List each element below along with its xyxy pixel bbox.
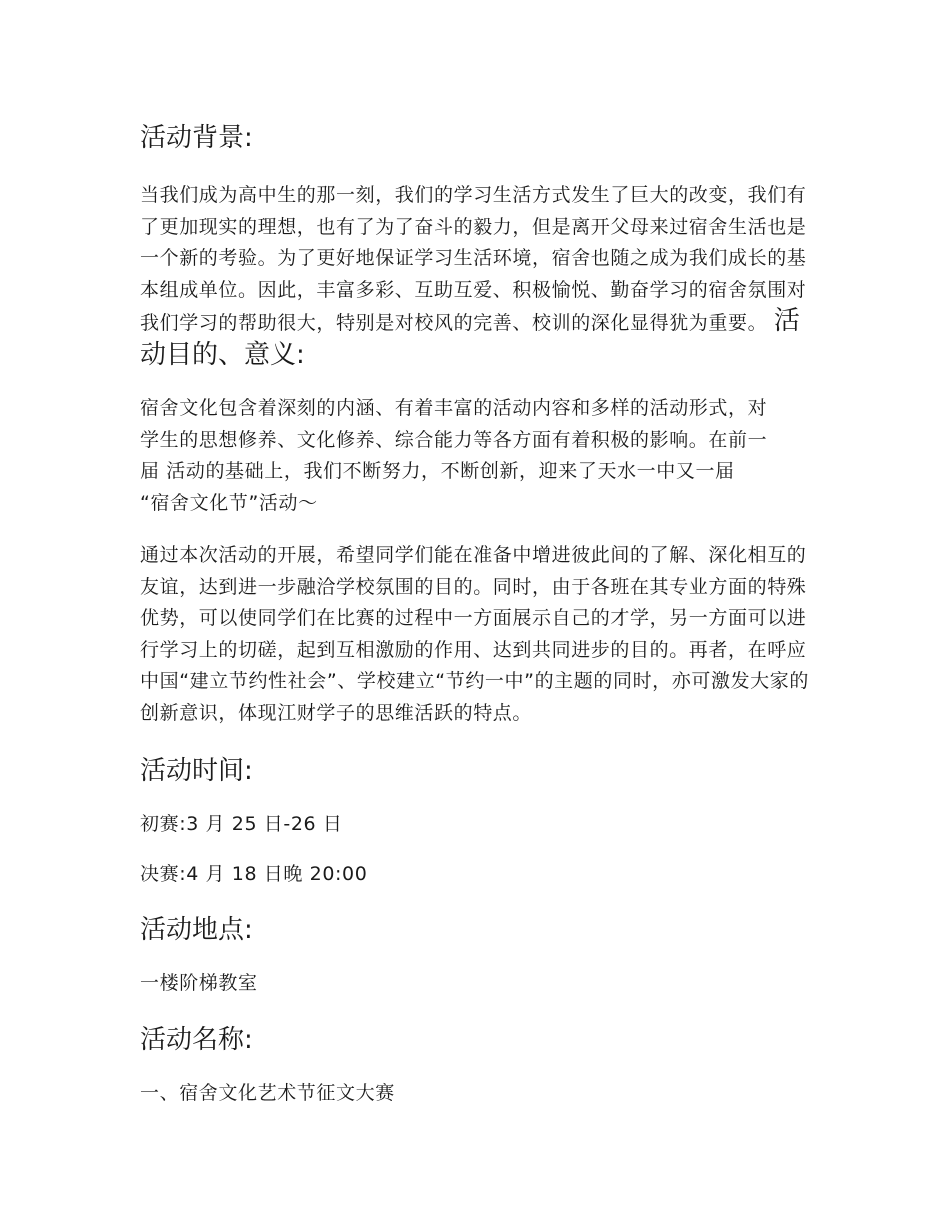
time-preliminary: 初赛:3 月 25 日-26 日	[140, 813, 343, 835]
purpose-line-2: 学生的思想修养、文化修养、综合能力等各方面有着积极的影响。在前一	[140, 428, 768, 451]
purpose-line-4: “宿舍文化节”活动～	[140, 491, 318, 514]
heading-purpose: 活动目的、意义:	[140, 306, 800, 370]
paragraph-background	[140, 180, 812, 373]
heading-time: 活动时间:	[140, 756, 253, 786]
place-value: 一楼阶梯教室	[140, 972, 258, 994]
heading-background: 活动背景:	[140, 123, 253, 153]
purpose-line-1: 宿舍文化包含着深刻的内涵、有着丰富的活动内容和多样的活动形式，对	[140, 397, 768, 419]
heading-name: 活动名称:	[140, 1024, 253, 1055]
time-final: 决赛:4 月 18 日晚 20:00	[140, 862, 368, 885]
background-body: 当我们成为高中生的那一刻，我们的学习生活方式发生了巨大的改变，我们有了更加现实的理想，也有了为了奋斗的毅力，但是离开父母来过宿舍生活也是一个新的考验。为了更好地保证学习生活环境，宿舍也随之成为我们成长的基本组成单位。因此，丰富多彩、互助互爱、积极愉悦、勤奋学习的宿舍氛围对我们学习的帮助很大，特别是对校风的完善、校训的深化显得犹为重要。	[140, 184, 807, 334]
purpose-line-3: 届 活动的基础上，我们不断努力，不断创新，迎来了天水一中又一届	[140, 460, 735, 482]
heading-place: 活动地点:	[140, 915, 253, 945]
name-item-1: 一、宿舍文化艺术节征文大赛	[140, 1081, 395, 1104]
document-page	[140, 116, 812, 1109]
paragraph-purpose	[140, 393, 812, 519]
paragraph-goals: 通过本次活动的开展，希望同学们能在准备中增进彼此间的了解、深化相互的友谊，达到进一步融洽学校氛围的目的。同时，由于各班在其专业方面的特殊优势，可以使同学们在比赛的过程中一方面展示自己的才学，另一方面可以进行学习上的切磋，起到互相激励的作用、达到共同进步的目的。再者，在呼应中国“建立节约性社会”、学校建立“节约一中”的主题的同时，亦可激发大家的创新意识，体现江财学子的思维活跃的特点。	[140, 544, 809, 724]
